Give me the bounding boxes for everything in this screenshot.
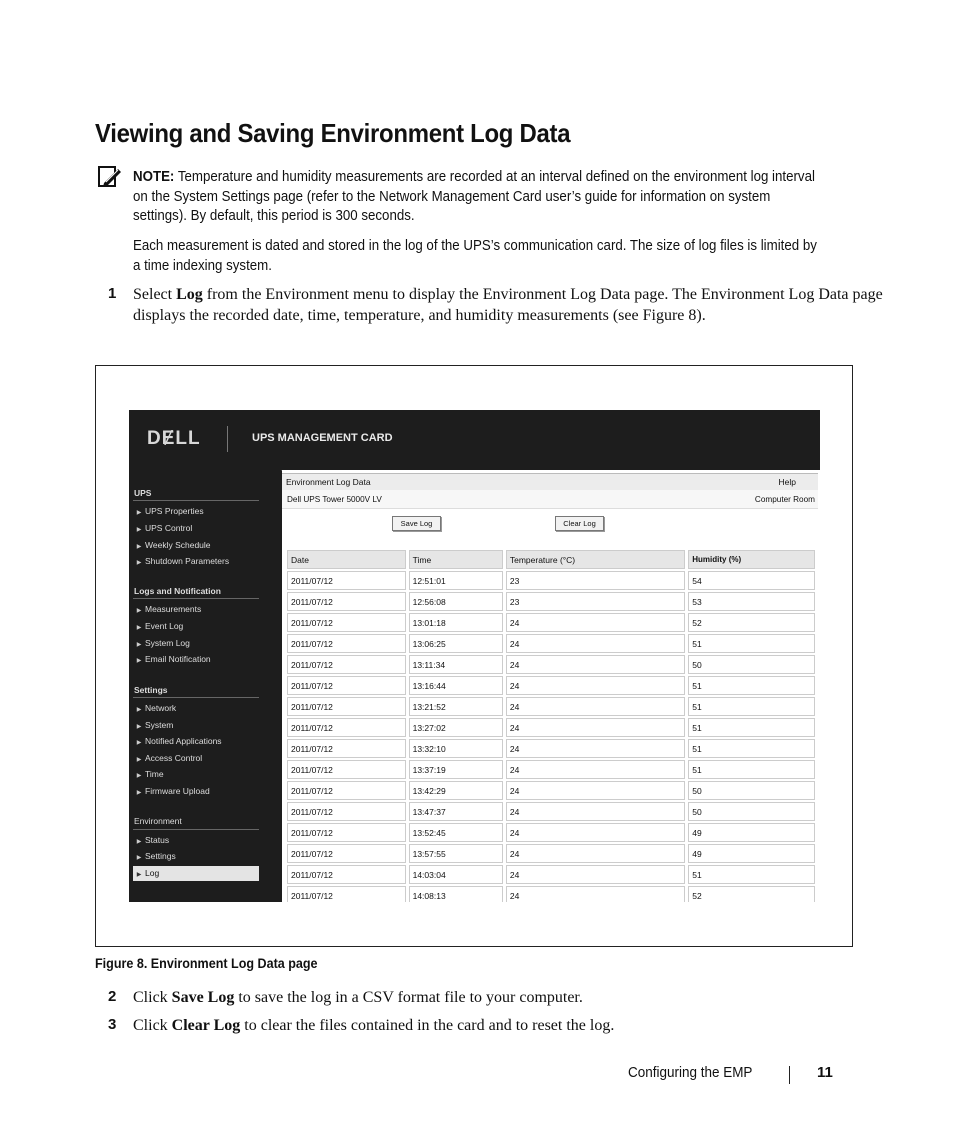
step-bold-term: Clear Log	[171, 1017, 241, 1034]
arrow-right-icon: ▶	[136, 625, 142, 631]
cell-date: 2011/07/12	[287, 655, 406, 674]
cell-temperature: 24	[506, 781, 685, 800]
sidebar-item-label: System Log	[145, 638, 190, 648]
sidebar-item-measurements[interactable]	[133, 602, 259, 617]
table-row	[287, 823, 815, 842]
cell-temperature: 24	[506, 613, 685, 632]
main-panel	[282, 470, 820, 902]
step-text	[133, 1015, 893, 1036]
arrow-right-icon: ▶	[136, 707, 142, 713]
sidebar-item-network[interactable]	[133, 701, 259, 716]
save-log-button[interactable]: Save Log	[392, 516, 441, 531]
sidebar-item-label: Event Log	[145, 621, 184, 631]
table-row	[287, 865, 815, 884]
arrow-right-icon: ▶	[136, 740, 142, 746]
cell-humidity: 50	[688, 781, 815, 800]
sidebar-item-label: UPS Properties	[145, 506, 204, 516]
table-row	[287, 697, 815, 716]
table-header-row	[287, 550, 815, 569]
cell-humidity: 50	[688, 655, 815, 674]
arrow-right-icon: ▶	[136, 658, 142, 664]
clear-log-button[interactable]: Clear Log	[555, 516, 604, 531]
table-row	[287, 613, 815, 632]
sidebar-divider	[133, 500, 259, 501]
help-link[interactable]: Help	[778, 477, 796, 487]
step-text-part: from the Environment menu to display the Environment Log Data page. The Environment Log Data page displays the recorded date, time, temperature, and humidity measurements (see Figure 8).	[133, 286, 883, 324]
sidebar-item-email-notification[interactable]	[133, 652, 259, 667]
cell-date: 2011/07/12	[287, 718, 406, 737]
cell-date: 2011/07/12	[287, 739, 406, 758]
step-text	[133, 987, 893, 1008]
step-text-part: Click	[133, 989, 172, 1006]
step-number: 3	[108, 1016, 117, 1033]
step-text-part: to save the log in a CSV format file to your computer.	[234, 989, 583, 1006]
sidebar-item-label: Settings	[145, 851, 176, 861]
sidebar-section-settings: Settings	[134, 685, 168, 695]
cell-temperature: 24	[506, 739, 685, 758]
cell-temperature: 24	[506, 718, 685, 737]
table-row	[287, 739, 815, 758]
arrow-right-icon: ▶	[136, 544, 142, 550]
column-header-temperature: Temperature (°C)	[506, 550, 685, 569]
cell-time: 12:56:08	[409, 592, 503, 611]
sidebar-item-system-log[interactable]	[133, 636, 259, 651]
sidebar-item-label: Network	[145, 703, 177, 713]
cell-temperature: 23	[506, 592, 685, 611]
sidebar-item-label: Firmware Upload	[145, 786, 210, 796]
cell-temperature: 24	[506, 634, 685, 653]
table-row	[287, 592, 815, 611]
table-row	[287, 844, 815, 863]
cell-time: 13:37:19	[409, 760, 503, 779]
page-number: 11	[817, 1064, 833, 1081]
step-number: 2	[108, 988, 117, 1005]
arrow-right-icon: ▶	[136, 855, 142, 861]
device-info-row	[282, 490, 818, 509]
cell-humidity: 50	[688, 802, 815, 821]
cell-date: 2011/07/12	[287, 781, 406, 800]
panel-title: Environment Log Data	[286, 477, 371, 487]
cell-time: 13:16:44	[409, 676, 503, 695]
cell-humidity: 52	[688, 886, 815, 902]
cell-temperature: 24	[506, 823, 685, 842]
cell-time: 13:57:55	[409, 844, 503, 863]
cell-time: 13:42:29	[409, 781, 503, 800]
column-header-humidity: Humidity (%)	[688, 550, 815, 569]
panel-titlebar	[282, 473, 818, 491]
sidebar	[129, 470, 281, 902]
note-label: NOTE:	[133, 169, 175, 185]
cell-time: 13:32:10	[409, 739, 503, 758]
sidebar-item-label: Log	[145, 868, 160, 878]
cell-humidity: 51	[688, 865, 815, 884]
sidebar-item-label: Shutdown Parameters	[145, 556, 230, 566]
cell-date: 2011/07/12	[287, 634, 406, 653]
note-paragraph	[133, 168, 821, 227]
cell-humidity: 52	[688, 613, 815, 632]
cell-temperature: 24	[506, 760, 685, 779]
table-row	[287, 655, 815, 674]
sidebar-section-ups: UPS	[134, 488, 152, 498]
cell-humidity: 51	[688, 718, 815, 737]
step-number: 1	[108, 285, 117, 302]
app-header	[129, 410, 820, 471]
cell-date: 2011/07/12	[287, 865, 406, 884]
sidebar-item-label: Notified Applications	[145, 736, 222, 746]
sidebar-item-ups-properties[interactable]	[133, 504, 259, 519]
sidebar-item-label: Access Control	[145, 753, 203, 763]
cell-time: 13:52:45	[409, 823, 503, 842]
cell-temperature: 24	[506, 865, 685, 884]
cell-temperature: 24	[506, 844, 685, 863]
sidebar-item-label: Email Notification	[145, 654, 211, 664]
cell-temperature: 24	[506, 676, 685, 695]
cell-humidity: 49	[688, 823, 815, 842]
sidebar-item-settings[interactable]	[133, 849, 259, 864]
footer-divider	[789, 1066, 790, 1084]
app-title: UPS MANAGEMENT CARD	[252, 432, 393, 444]
sidebar-section-logs: Logs and Notification	[134, 586, 221, 596]
sidebar-item-label: Weekly Schedule	[145, 540, 211, 550]
cell-date: 2011/07/12	[287, 802, 406, 821]
cell-temperature: 24	[506, 697, 685, 716]
cell-time: 13:21:52	[409, 697, 503, 716]
cell-humidity: 53	[688, 592, 815, 611]
table-row	[287, 802, 815, 821]
arrow-right-icon: ▶	[136, 608, 142, 614]
cell-humidity: 51	[688, 634, 815, 653]
page-title: Viewing and Saving Environment Log Data	[95, 118, 571, 148]
figure-screenshot	[129, 410, 820, 902]
cell-date: 2011/07/12	[287, 592, 406, 611]
device-name: Dell UPS Tower 5000V LV	[287, 495, 382, 504]
sidebar-item-time[interactable]	[133, 767, 259, 782]
cell-date: 2011/07/12	[287, 697, 406, 716]
arrow-right-icon: ▶	[136, 560, 142, 566]
step-text-part: Select	[133, 286, 177, 303]
sidebar-item-firmware-upload[interactable]	[133, 784, 259, 799]
arrow-right-icon: ▶	[136, 510, 142, 516]
cell-temperature: 24	[506, 655, 685, 674]
log-table	[284, 548, 818, 902]
sidebar-divider	[133, 598, 259, 599]
arrow-right-icon: ▶	[136, 757, 142, 763]
sidebar-item-label: Measurements	[145, 604, 202, 614]
cell-date: 2011/07/12	[287, 844, 406, 863]
sidebar-item-log[interactable]	[133, 866, 259, 881]
arrow-right-icon: ▶	[136, 839, 142, 845]
cell-time: 13:01:18	[409, 613, 503, 632]
sidebar-divider	[133, 697, 259, 698]
cell-time: 13:06:25	[409, 634, 503, 653]
arrow-right-icon: ▶	[136, 642, 142, 648]
cell-humidity: 54	[688, 571, 815, 590]
sidebar-item-access-control[interactable]	[133, 751, 259, 766]
arrow-right-icon: ▶	[136, 724, 142, 730]
cell-date: 2011/07/12	[287, 886, 406, 902]
cell-time: 12:51:01	[409, 571, 503, 590]
cell-time: 13:27:02	[409, 718, 503, 737]
note-pencil-icon	[98, 166, 122, 188]
sidebar-item-notified-applications[interactable]	[133, 734, 259, 749]
figure-caption: Figure 8. Environment Log Data page	[95, 956, 318, 971]
cell-temperature: 23	[506, 571, 685, 590]
cell-date: 2011/07/12	[287, 823, 406, 842]
cell-time: 13:47:37	[409, 802, 503, 821]
column-header-date: Date	[287, 550, 406, 569]
sidebar-item-weekly-schedule[interactable]	[133, 538, 259, 553]
arrow-right-icon: ▶	[136, 527, 142, 533]
cell-time: 14:08:13	[409, 886, 503, 902]
cell-time: 13:11:34	[409, 655, 503, 674]
step-text	[133, 284, 893, 326]
step-text-part: to clear the files contained in the card and to reset the log.	[240, 1017, 615, 1034]
cell-humidity: 51	[688, 760, 815, 779]
step-bold-term: Save Log	[171, 989, 235, 1006]
sidebar-item-status[interactable]	[133, 833, 259, 848]
note-paragraph-2: Each measurement is dated and stored in the log of the UPS’s communication card. The size of log files is limited by a time indexing system.	[133, 238, 817, 274]
arrow-right-icon: ▶	[136, 872, 142, 878]
log-table-body	[287, 571, 815, 902]
sidebar-divider	[133, 829, 259, 830]
cell-date: 2011/07/12	[287, 676, 406, 695]
cell-date: 2011/07/12	[287, 760, 406, 779]
cell-temperature: 24	[506, 886, 685, 902]
cell-temperature: 24	[506, 802, 685, 821]
note-body: Temperature and humidity measurements are recorded at an interval defined on the environment log interval on the System Settings page (refer to the Network Management Card user’s guide for information on system settings). By default, this period is 300 seconds.	[133, 169, 815, 224]
sidebar-item-system[interactable]	[133, 718, 259, 733]
cell-date: 2011/07/12	[287, 613, 406, 632]
table-row	[287, 634, 815, 653]
sidebar-section-environment: Environment	[134, 816, 182, 826]
column-header-time: Time	[409, 550, 503, 569]
sidebar-item-label: Status	[145, 835, 170, 845]
sidebar-item-label: UPS Control	[145, 523, 193, 533]
cell-date: 2011/07/12	[287, 571, 406, 590]
sidebar-item-label: Time	[145, 769, 164, 779]
table-row	[287, 781, 815, 800]
device-location: Computer Room	[754, 495, 815, 504]
cell-humidity: 49	[688, 844, 815, 863]
step-bold-term: Log	[176, 286, 203, 303]
table-row	[287, 676, 815, 695]
cell-time: 14:03:04	[409, 865, 503, 884]
sidebar-item-label: System	[145, 720, 174, 730]
cell-humidity: 51	[688, 739, 815, 758]
dell-logo: DɆLL	[147, 428, 201, 449]
cell-humidity: 51	[688, 697, 815, 716]
header-divider	[227, 426, 228, 452]
table-row	[287, 718, 815, 737]
table-row	[287, 760, 815, 779]
sidebar-item-ups-control[interactable]	[133, 521, 259, 536]
sidebar-item-shutdown-parameters[interactable]	[133, 554, 259, 569]
table-row	[287, 886, 815, 902]
cell-humidity: 51	[688, 676, 815, 695]
step-text-part: Click	[133, 1017, 172, 1034]
arrow-right-icon: ▶	[136, 790, 142, 796]
footer-section-title: Configuring the EMP	[628, 1065, 753, 1081]
sidebar-item-event-log[interactable]	[133, 619, 259, 634]
arrow-right-icon: ▶	[136, 773, 142, 779]
table-row	[287, 571, 815, 590]
